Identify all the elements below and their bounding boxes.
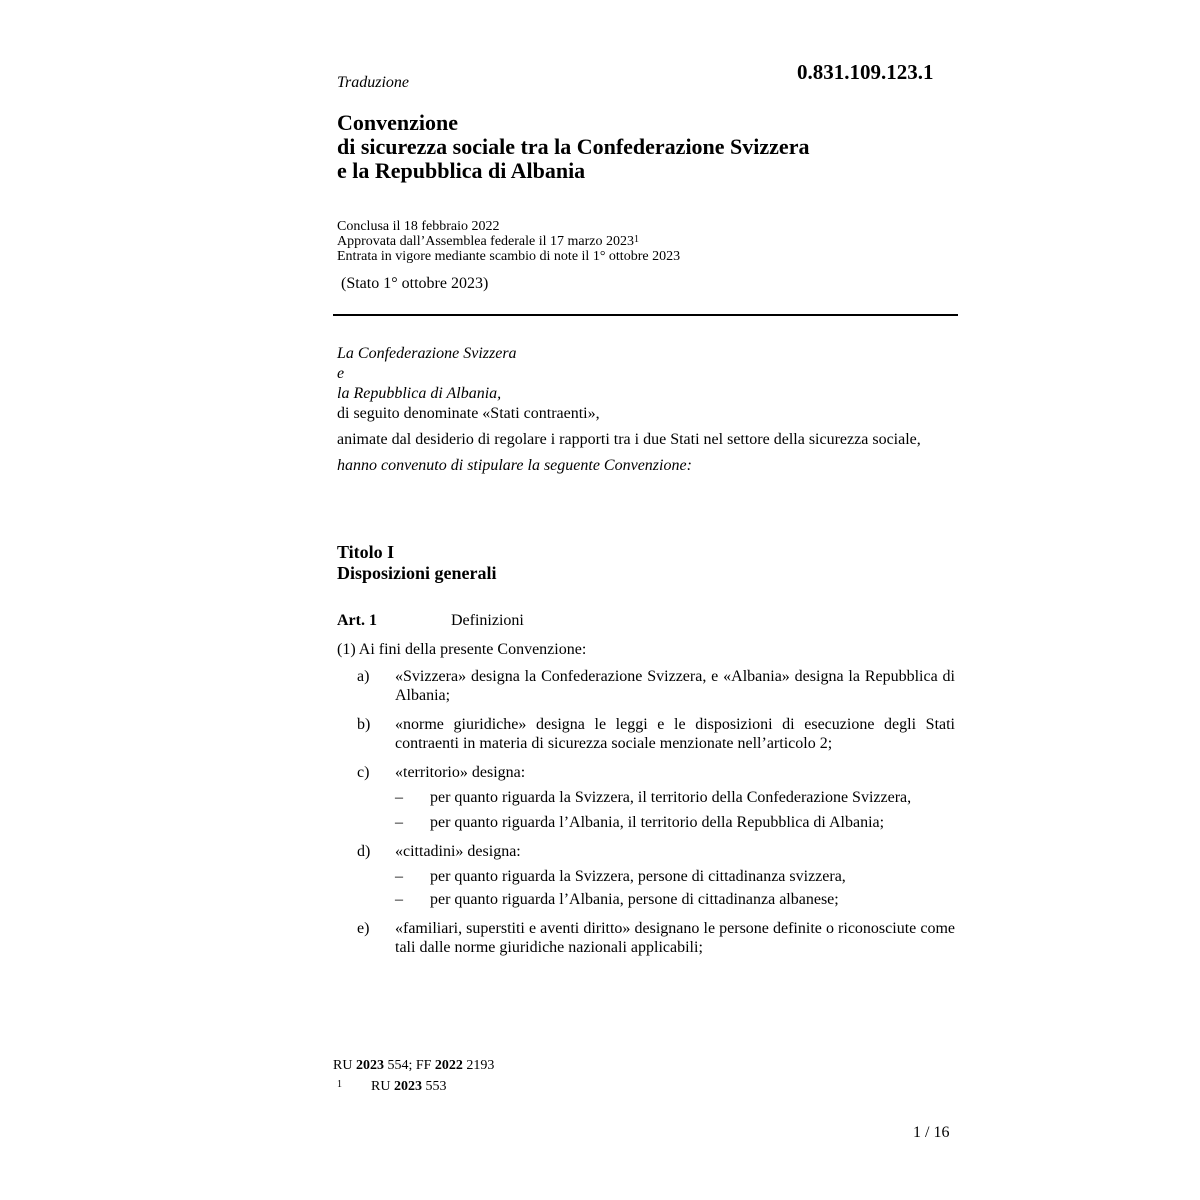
party-switzerland: La Confederazione Svizzera: [337, 345, 517, 362]
article-body: [337, 640, 955, 967]
sub-item: – per quanto riguarda l’Albania, persone di cittadinanza albanese;: [395, 891, 839, 908]
preamble: [337, 344, 955, 476]
definition-item: c) «territorio» designa: – per quanto riguarda la Svizzera, il territorio della Confederazione Svizzera, – per quanto riguarda l’Albania, il territorio della Repubblica di Albania;: [337, 763, 955, 832]
sub-item: – per quanto riguarda la Svizzera, il territorio della Confederazione Svizzera,: [395, 789, 912, 806]
article-number: Art. 1: [337, 612, 377, 629]
status-date: (Stato 1° ottobre 2023): [341, 275, 489, 292]
intent-clause: animate dal desiderio di regolare i rapporti tra i due Stati nel settore della sicurezza sociale,: [337, 431, 921, 448]
title-line-2: di sicurezza sociale tra la Confederazione Svizzera: [337, 134, 810, 159]
translation-label: Traduzione: [337, 74, 410, 91]
paragraph-intro: (1) Ai fini della presente Convenzione:: [337, 641, 587, 658]
article-heading: Definizioni: [451, 612, 524, 629]
definition-item: d) «cittadini» designa: – per quanto riguarda la Svizzera, persone di cittadinanza svizzera, – per quanto riguarda l’Albania, persone di cittadinanza albanese;: [337, 842, 955, 909]
approval-date: Approvata dall’Assemblea federale il 17 marzo 2023$^1$: [337, 234, 640, 249]
footnote-marker[interactable]: 1: [634, 234, 640, 245]
footnote-number: 1: [337, 1079, 342, 1090]
definition-item: e) «familiari, superstiti e aventi diritto» designano le persone definite o riconosciute come tali dalle norme giuridiche nazionali applicabili;: [357, 920, 955, 956]
section-heading: Disposizioni generali: [337, 563, 497, 583]
sub-item: – per quanto riguarda l’Albania, il territorio della Repubblica di Albania;: [395, 814, 885, 831]
document-page: [333, 0, 957, 1200]
sr-number: 0.831.109.123.1: [797, 60, 934, 84]
section-number: Titolo I: [337, 542, 395, 562]
conjunction: e: [337, 365, 345, 382]
document-title: [337, 111, 809, 183]
title-line-1: Convenzione: [337, 110, 458, 135]
footnote: 1 RU 2023 553: [337, 1079, 447, 1094]
entry-into-force: Entrata in vigore mediante scambio di note il 1° ottobre 2023: [337, 249, 681, 264]
page-number: 1 / 16: [913, 1124, 950, 1141]
section-title: [337, 542, 497, 584]
agreement-clause: hanno convenuto di stipulare la seguente Convenzione:: [337, 457, 692, 474]
party-albania: la Repubblica di Albania,: [337, 385, 502, 402]
publication-reference: RU 2023 554; FF 2022 2193: [333, 1058, 495, 1073]
sub-item: – per quanto riguarda la Svizzera, persone di cittadinanza svizzera,: [395, 868, 846, 885]
definition-item: a) «Svizzera» designa la Confederazione Svizzera, e «Albania» designa la Repubblica di Albania;: [357, 668, 955, 704]
header-divider: [333, 314, 958, 316]
article-header: [337, 612, 524, 630]
concluded-date: Conclusa il 18 febbraio 2022: [337, 219, 500, 234]
definition-item: b) «norme giuridiche» designa le leggi e le disposizioni di esecuzione degli Stati contraenti in materia di sicurezza sociale menzionate nell’articolo 2;: [357, 716, 955, 752]
title-line-3: e la Repubblica di Albania: [337, 158, 586, 183]
denomination-clause: di seguito denominate «Stati contraenti»,: [337, 405, 600, 422]
document-metadata: [337, 219, 680, 264]
